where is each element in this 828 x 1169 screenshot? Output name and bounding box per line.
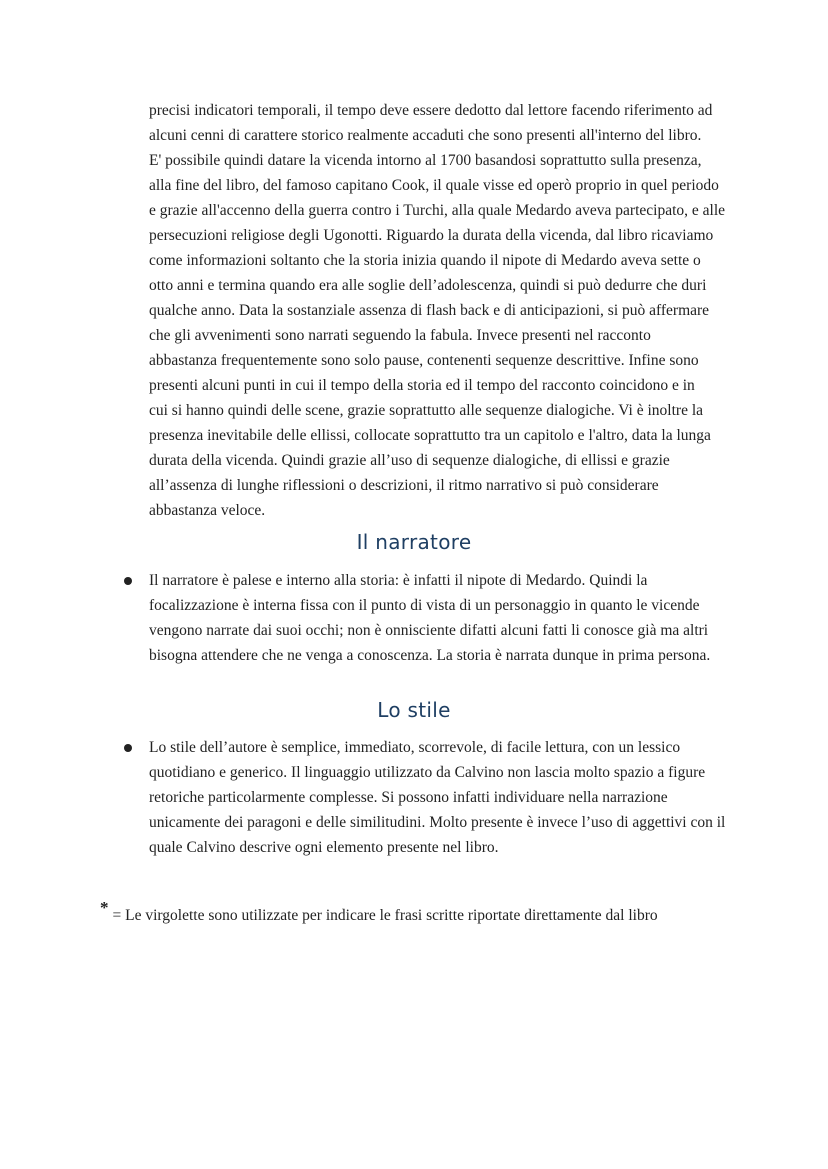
bullet-line: unicamente dei paragoni e delle similitudini. Molto presente è invece l’uso di aggettivi con il <box>149 814 726 831</box>
paragraph-line: persecuzioni religiose degli Ugonotti. Riguardo la durata della vicenda, dal libro ricaviamo <box>149 227 714 244</box>
bullet-line: vengono narrate dai suoi occhi; non è onnisciente difatti alcuni fatti li conosce già ma altri <box>149 622 709 639</box>
paragraph-line: cui si hanno quindi delle scene, grazie soprattutto alle sequenze dialogiche. Vi è inoltre la <box>149 402 704 419</box>
paragraph-line: presenza inevitabile delle ellissi, collocate soprattutto tra un capitolo e l'altro, data la lunga <box>149 427 711 444</box>
paragraph-line: qualche anno. Data la sostanziale assenza di flash back e di anticipazioni, si può affermare <box>149 302 710 319</box>
paragraph-line: abbastanza frequentemente sono solo pause, contenenti sequenze descrittive. Infine sono <box>149 352 699 369</box>
bullet-line: quale Calvino descrive ogni elemento presente nel libro. <box>149 839 499 856</box>
bullet-line: quotidiano e generico. Il linguaggio utilizzato da Calvino non lascia molto spazio a figure <box>149 764 706 781</box>
bullet-line: bisogna attendere che ne venga a conoscenza. La storia è narrata dunque in prima persona. <box>149 647 711 664</box>
narrator-heading: Il narratore <box>356 530 472 554</box>
paragraph-line: abbastanza veloce. <box>149 502 266 519</box>
paragraph-line: alla fine del libro, del famoso capitano Cook, il quale visse ed operò proprio in quel periodo <box>149 177 719 194</box>
time-analysis-paragraph <box>149 98 749 523</box>
paragraph-line: come informazioni soltanto che la storia inizia quando il nipote di Medardo aveva sette o <box>149 252 701 269</box>
narrator-bullet-item <box>149 568 759 668</box>
paragraph-line: che gli avvenimenti sono narrati seguendo la fabula. Invece presenti nel racconto <box>149 327 651 344</box>
paragraph-line: precisi indicatori temporali, il tempo deve essere dedotto dal lettore facendo riferimento ad <box>149 102 713 119</box>
bullet-icon <box>124 744 132 752</box>
paragraph-line: otto anni e termina quando era alle soglie dell’adolescenza, quindi si può dedurre che duri <box>149 277 707 294</box>
bullet-icon <box>124 577 132 585</box>
paragraph-line: e grazie all'accenno della guerra contro i Turchi, alla quale Medardo aveva partecipato, e alle <box>149 202 726 219</box>
style-bullet-item <box>149 735 759 860</box>
bullet-line: Lo stile dell’autore è semplice, immediato, scorrevole, di facile lettura, con un lessico <box>149 739 681 756</box>
bullet-line: focalizzazione è interna fissa con il punto di vista di un personaggio in quanto le vicende <box>149 597 700 614</box>
paragraph-line: durata della vicenda. Quindi grazie all’uso di sequenze dialogiche, di ellissi e grazie <box>149 452 670 469</box>
footnote-marker: * <box>100 898 109 917</box>
footnote <box>100 898 658 928</box>
paragraph-line: alcuni cenni di carattere storico realmente accaduti che sono presenti all'interno del libro. <box>149 127 702 144</box>
footnote-text: = Le virgolette sono utilizzate per indicare le frasi scritte riportate direttamente dal libro <box>112 907 658 924</box>
paragraph-line: all’assenza di lunghe riflessioni o descrizioni, il ritmo narrativo si può considerare <box>149 477 659 494</box>
bullet-line: retoriche particolarmente complesse. Si possono infatti individuare nella narrazione <box>149 789 668 806</box>
paragraph-line: E' possibile quindi datare la vicenda intorno al 1700 basandosi soprattutto sulla presenza, <box>149 152 702 169</box>
paragraph-line: presenti alcuni punti in cui il tempo della storia ed il tempo del racconto coincidono e in <box>149 377 695 394</box>
style-heading: Lo stile <box>377 698 451 722</box>
bullet-line: Il narratore è palese e interno alla storia: è infatti il nipote di Medardo. Quindi la <box>149 572 648 589</box>
